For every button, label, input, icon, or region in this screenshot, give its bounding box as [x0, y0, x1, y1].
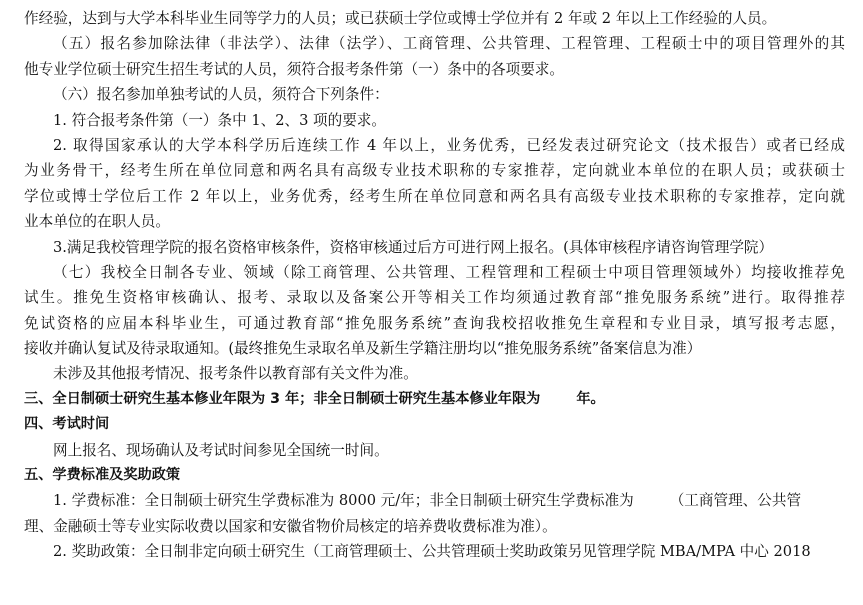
heading-text: 年。 [576, 390, 605, 407]
section-heading-4: 四、考试时间 [24, 416, 110, 433]
paragraph-line: 网上报名、现场确认及考试时间参见全国统一时间。 [53, 441, 389, 459]
paragraph-line: （六）报名参加单独考试的人员，须符合下列条件： [53, 86, 389, 104]
paragraph-line: 作经验，达到与大学本科毕业生同等学力的人员；或已获硕士学位或博士学位并有 2 年或 2 年以上工作经验的人员。 [24, 10, 777, 27]
paragraph-line: 业本单位的在职人员。 [24, 213, 170, 231]
list-item: 2. 取得国家承认的大学本科学历后连续工作 4 年以上，业务优秀，已经发表过研究论文（技术报告）或者已经成 [53, 136, 845, 154]
list-item: 2. 奖助政策：全日制非定向硕士研究生（工商管理硕士、公共管理硕士奖助政策另见管理学院 MBA/MPA 中心 2018 [53, 543, 811, 561]
list-item: 1. 符合报考条件第（一）条中 1、2、3 项的要求。 [53, 111, 386, 129]
list-item [24, 488, 845, 513]
paragraph-line: 学位或博士学位后工作 2 年以上，业务优秀，经考生所在单位同意和两名具有高级专业技术职称的专家推荐，定向就 [24, 187, 845, 205]
list-item: 3.满足我校管理学院的报名资格审核条件，资格审核通过后方可进行网上报名。(具体审核程序请咨询管理学院） [53, 238, 774, 256]
paragraph-line: 为业务骨干，经考生所在单位同意和两名具有高级专业技术职称的专家推荐，定向就业本单位的在职人员；或获硕士 [24, 162, 845, 180]
paragraph-line: 他专业学位硕士研究生招生考试的人员，须符合报考条件第（一）条中的各项要求。 [24, 60, 564, 78]
paragraph-line: 试生。推免生资格审核确认、报考、录取以及备案公开等相关工作均须通过教育部“推免服务系统”进行。取得推荐 [24, 289, 845, 307]
section-heading-3 [24, 387, 845, 412]
paragraph-line: 未涉及其他报考情况、报考条件以教育部有关文件为准。 [53, 365, 418, 383]
section-heading-5: 五、学费标准及奖助政策 [24, 467, 181, 484]
fee-text: （工商管理、公共管 [669, 492, 802, 510]
paragraph-line: 理、金融硕士等专业实际收费以国家和安徽省物价局核定的培养费收费标准为准）。 [24, 517, 557, 535]
paragraph-line: 免试资格的应届本科毕业生，可通过教育部“推免服务系统”查询我校招收推免生章程和专业目录，填写报考志愿， [24, 314, 845, 332]
fee-text: 1. 学费标准：全日制硕士研究生学费标准为 8000 元/年；非全日制硕士研究生学费标准为 [53, 492, 634, 510]
paragraph-line: （七）我校全日制各专业、领域（除工商管理、公共管理、工程管理和工程硕士中项目管理领域外）均接收推荐免 [53, 263, 845, 281]
paragraph-line: 接收并确认复试及待录取通知。(最终推免生录取名单及新生学籍注册均以“推免服务系统”备案信息为准） [24, 340, 702, 358]
heading-text: 三、全日制硕士研究生基本修业年限为 3 年；非全日制硕士研究生基本修业年限为 [24, 390, 541, 407]
paragraph-line: （五）报名参加除法律（非法学）、法律（法学）、工商管理、公共管理、工程管理、工程硕士中的项目管理外的其 [53, 35, 845, 53]
